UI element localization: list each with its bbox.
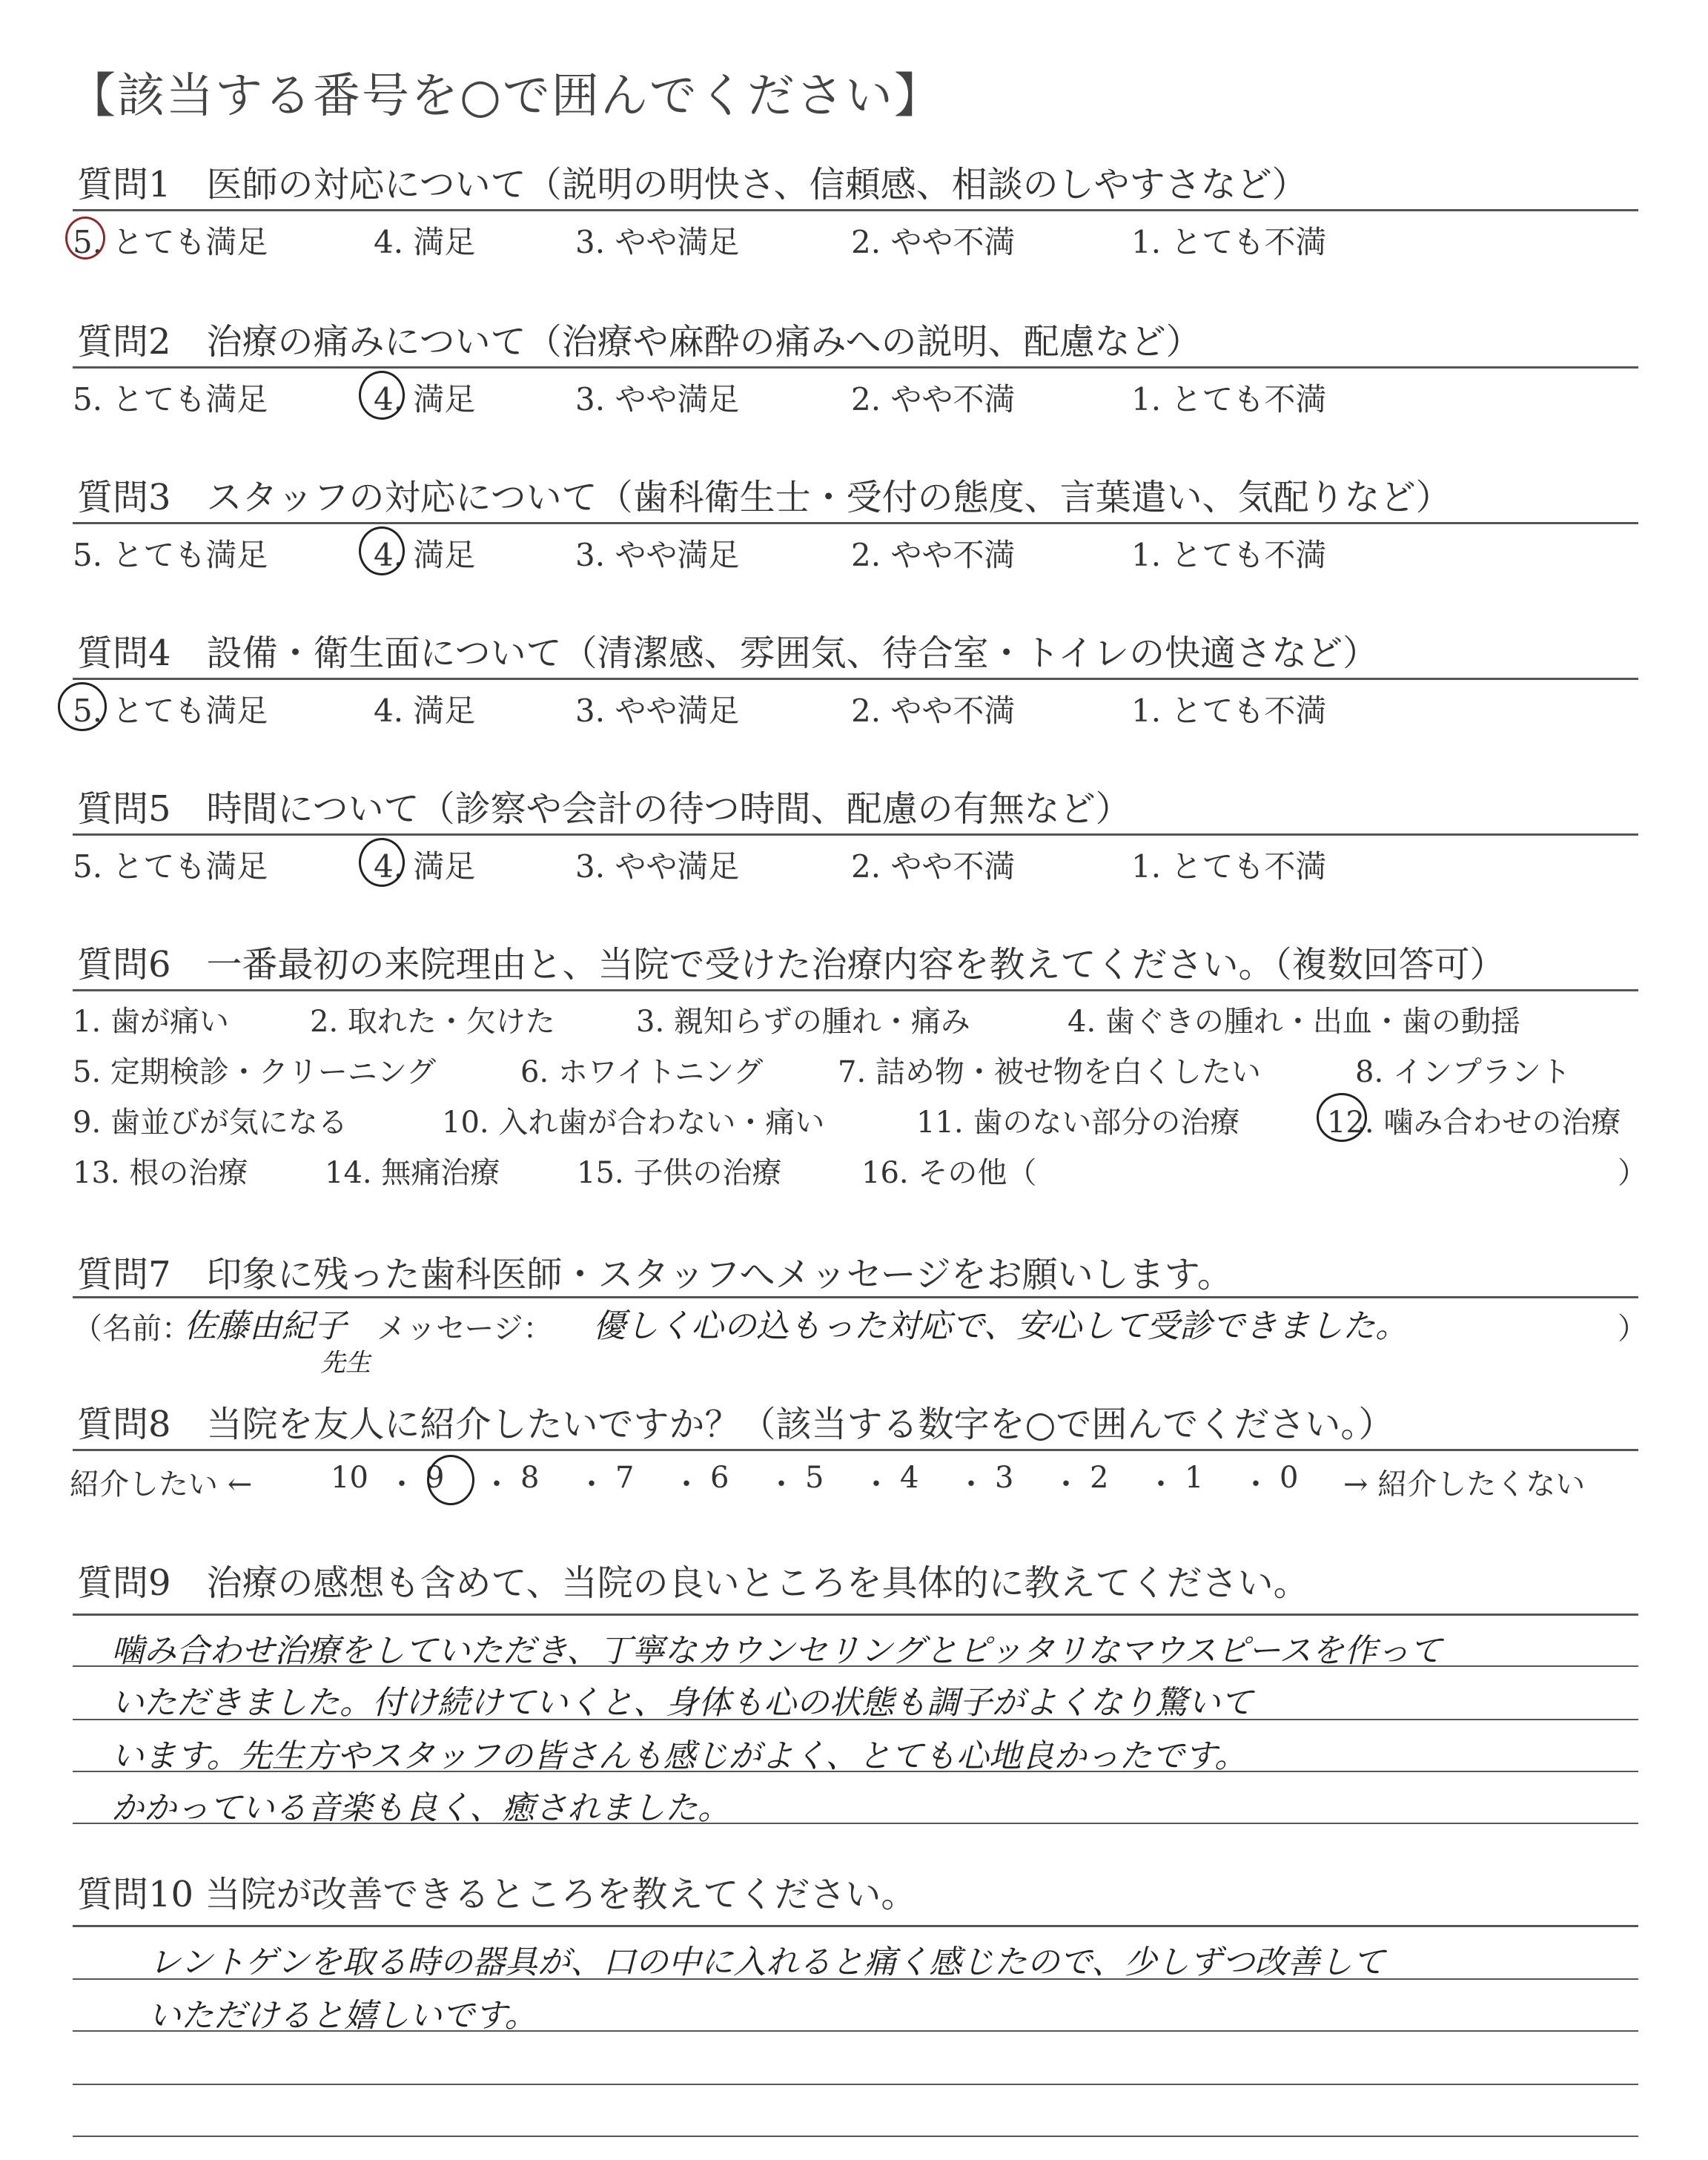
q7-label: 質問7 印象に残った歯科医師・スタッフへメッセージをお願いします。 [77, 1254, 1233, 1295]
q5-option-3[interactable]: 3. やや満足 [575, 848, 740, 885]
q6-item-6[interactable]: 6. ホワイトニング [520, 1055, 764, 1089]
q8-right-label: → 紹介したくない [1343, 1467, 1586, 1502]
q5-selection-circle [359, 838, 405, 887]
q8-scale-separator: ・ [1241, 1467, 1271, 1502]
q5-option-1[interactable]: 1. とても不満 [1131, 848, 1327, 885]
q8-scale-value-0[interactable]: 0 [1280, 1461, 1299, 1495]
q1-option-3[interactable]: 3. やや満足 [575, 224, 740, 260]
q1-selection-circle [65, 217, 105, 260]
q8-scale-value-10[interactable]: 10 [331, 1461, 368, 1495]
q6-item-16[interactable]: 16. その他（ [861, 1156, 1037, 1190]
q1-label: 質問1 医師の対応について（説明の明快さ、信頼感、相談のしやすさなど） [77, 164, 1308, 205]
q4-option-2[interactable]: 2. やや不満 [851, 693, 1016, 729]
q6-close-paren: ） [1618, 1156, 1647, 1190]
q9-answer-line-1[interactable]: 噛み合わせ治療をしていただき、丁寧なカウンセリングとピッタリなマウスピースを作って [111, 1632, 1443, 1670]
q4-option-1[interactable]: 1. とても不満 [1131, 693, 1327, 729]
q3-option-1[interactable]: 1. とても不満 [1131, 537, 1327, 573]
q2-selection-circle [359, 371, 405, 420]
q8-scale-value-4[interactable]: 4 [900, 1461, 919, 1495]
q6-item-5[interactable]: 5. 定期検診・クリーニング [73, 1055, 437, 1089]
q8-scale-value-9[interactable]: 9 [426, 1461, 445, 1495]
q8-scale-value-5[interactable]: 5 [805, 1461, 824, 1495]
q8-scale-separator: ・ [861, 1467, 891, 1502]
q3-option-3[interactable]: 3. やや満足 [575, 537, 740, 573]
q3-option-4[interactable]: 4. 満足 [374, 537, 476, 573]
q8-left-label: 紹介したい ← [70, 1467, 253, 1502]
q8-scale-value-8[interactable]: 8 [520, 1461, 540, 1495]
q9-answer-line-3[interactable]: います。先生方やスタッフの皆さんも感じがよく、とても心地良かったです。 [111, 1737, 1248, 1775]
q7-rule [73, 1296, 1638, 1298]
q4-option-4[interactable]: 4. 満足 [374, 693, 476, 729]
q2-option-2[interactable]: 2. やや不満 [851, 381, 1016, 417]
q6-item-3[interactable]: 3. 親知らずの腫れ・痛み [636, 1005, 970, 1039]
q1-option-5[interactable]: 5. とても満足 [73, 224, 268, 260]
q8-scale-value-3[interactable]: 3 [995, 1461, 1014, 1495]
q2-label: 質問2 治療の痛みについて（治療や麻酔の痛みへの説明、配慮など） [77, 321, 1202, 363]
q4-selection-circle [58, 682, 107, 731]
q4-option-3[interactable]: 3. やや満足 [575, 693, 740, 729]
q3-option-5[interactable]: 5. とても満足 [73, 537, 268, 573]
q3-selection-circle [359, 526, 405, 575]
q7-message-prefix: メッセージ： [377, 1312, 553, 1346]
q7-name-prefix: （名前： [73, 1312, 191, 1346]
q6-item-2[interactable]: 2. 取れた・欠けた [310, 1005, 555, 1039]
q9-answer-line-2[interactable]: いただきました。付け続けていくと、身体も心の状態も調子がよくなり驚いて [111, 1684, 1253, 1722]
q8-scale-separator: ・ [1146, 1467, 1176, 1502]
q6-item-11[interactable]: 11. 歯のない部分の治療 [916, 1106, 1240, 1140]
q10-rule-4 [73, 2136, 1638, 2137]
q8-scale-separator: ・ [482, 1467, 512, 1502]
q4-rule [73, 678, 1638, 680]
q6-item-9[interactable]: 9. 歯並びが気になる [73, 1106, 348, 1140]
q5-option-5[interactable]: 5. とても満足 [73, 848, 268, 885]
q6-item-1[interactable]: 1. 歯が痛い [73, 1005, 229, 1039]
q3-rule [73, 522, 1638, 524]
q9-answer-line-4[interactable]: かかっている音楽も良く、癒されました。 [111, 1789, 731, 1827]
q7-close-paren: ） [1618, 1312, 1647, 1346]
q6-item-14[interactable]: 14. 無痛治療 [325, 1156, 500, 1190]
q6-item-4[interactable]: 4. 歯ぐきの腫れ・出血・歯の動揺 [1068, 1005, 1520, 1039]
q10-answer-line-2[interactable]: いただけると嬉しいです。 [148, 1997, 537, 2035]
q10-rule-0 [73, 1925, 1638, 1927]
q8-scale-separator: ・ [577, 1467, 606, 1502]
q5-option-4[interactable]: 4. 満足 [374, 848, 476, 885]
q8-rule [73, 1449, 1638, 1451]
q4-option-5[interactable]: 5. とても満足 [73, 693, 268, 729]
q6-item-12[interactable]: 12. 噛み合わせの治療 [1327, 1106, 1621, 1140]
q4-label: 質問4 設備・衛生面について（清潔感、雰囲気、待合室・トイレの快適さなど） [77, 633, 1379, 674]
q6-label: 質問6 一番最初の来院理由と、当院で受けた治療内容を教えてください。（複数回答可） [77, 944, 1506, 985]
q8-scale-value-2[interactable]: 2 [1090, 1461, 1109, 1495]
q1-option-1[interactable]: 1. とても不満 [1131, 224, 1327, 260]
q8-scale-value-1[interactable]: 1 [1185, 1461, 1204, 1495]
q3-label: 質問3 スタッフの対応について（歯科衛生士・受付の態度、言葉遣い、気配りなど） [77, 477, 1452, 518]
q2-option-4[interactable]: 4. 満足 [374, 381, 476, 417]
q1-option-4[interactable]: 4. 満足 [374, 224, 476, 260]
q5-option-2[interactable]: 2. やや不満 [851, 848, 1016, 885]
q1-rule [73, 209, 1638, 211]
q2-rule [73, 366, 1638, 369]
q2-option-3[interactable]: 3. やや満足 [575, 381, 740, 417]
q8-scale-value-7[interactable]: 7 [615, 1461, 635, 1495]
q6-item-7[interactable]: 7. 詰め物・被せ物を白くしたい [838, 1055, 1261, 1089]
q6-item-10[interactable]: 10. 入れ歯が合わない・痛い [442, 1106, 825, 1140]
q1-option-2[interactable]: 2. やや不満 [851, 224, 1016, 260]
q8-scale-separator: ・ [672, 1467, 701, 1502]
q6-item-15[interactable]: 15. 子供の治療 [577, 1156, 782, 1190]
q7-name-value[interactable]: 佐藤由紀子 [184, 1307, 347, 1345]
q10-rule-3 [73, 2084, 1638, 2085]
q8-scale-value-6[interactable]: 6 [710, 1461, 729, 1495]
q2-option-1[interactable]: 1. とても不満 [1131, 381, 1327, 417]
q6-selection-circle [1317, 1093, 1367, 1142]
q8-label: 質問8 当院を友人に紹介したいですか？（該当する数字を○で囲んでください。） [77, 1404, 1394, 1445]
q9-label: 質問9 治療の感想も含めて、当院の良いところを具体的に教えてください。 [77, 1562, 1309, 1604]
q7-name-suffix: 先生 [320, 1348, 371, 1378]
q6-item-13[interactable]: 13. 根の治療 [73, 1156, 248, 1190]
q8-scale-separator: ・ [956, 1467, 986, 1502]
q9-rule-0 [73, 1614, 1638, 1616]
q8-scale-separator: ・ [1051, 1467, 1081, 1502]
q5-rule [73, 833, 1638, 836]
q6-item-8[interactable]: 8. インプラント [1355, 1055, 1571, 1089]
q8-scale-separator: ・ [387, 1467, 417, 1502]
q10-label: 質問10 当院が改善できるところを教えてください。 [77, 1874, 917, 1915]
q5-label: 質問5 時間について（診察や会計の待つ時間、配慮の有無など） [77, 788, 1131, 830]
q2-option-5[interactable]: 5. とても満足 [73, 381, 268, 417]
q8-scale-separator: ・ [767, 1467, 796, 1502]
q6-rule [73, 989, 1638, 991]
q8-selection-circle [427, 1455, 474, 1505]
q3-option-2[interactable]: 2. やや不満 [851, 537, 1016, 573]
form-title: 【該当する番号を○で囲んでください】 [68, 69, 943, 124]
q7-message-value[interactable]: 優しく心の込もった対応で、安心して受診できました。 [593, 1307, 1409, 1345]
q10-answer-line-1[interactable]: レントゲンを取る時の器具が、口の中に入れると痛く感じたので、少しずつ改善して [148, 1943, 1386, 1981]
